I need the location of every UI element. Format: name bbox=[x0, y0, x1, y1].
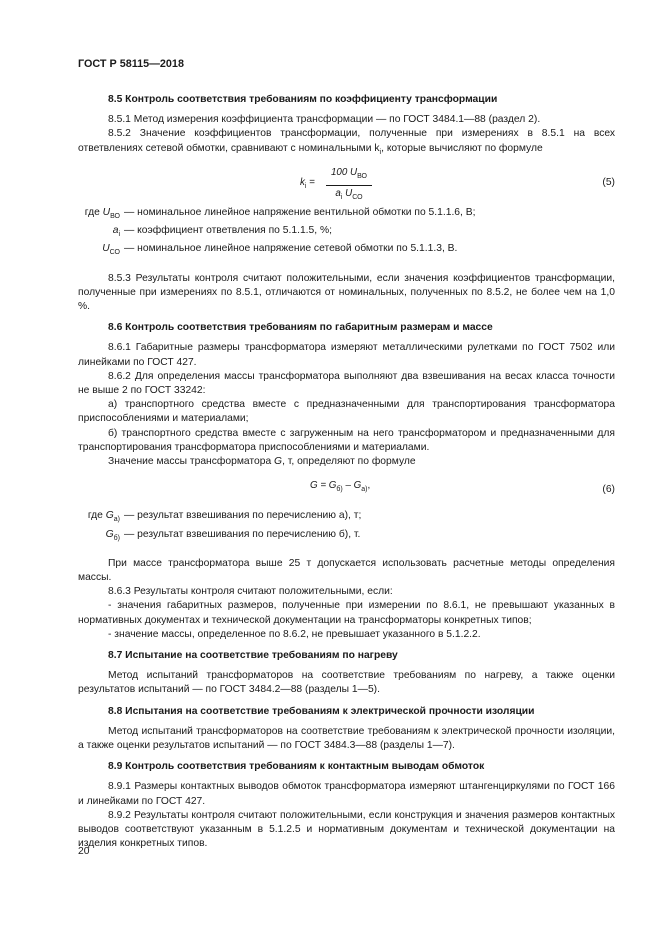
formula-5-lhs bbox=[300, 176, 315, 194]
paragraph-8-7: Метод испытаний трансформаторов на соответствие требованиям по нагреву, а также оценки результатов испытаний — по ГОСТ 3484.2—88 (разделы 1—5). bbox=[78, 670, 615, 696]
formula-6-g: G bbox=[310, 480, 318, 492]
formula-6-expression bbox=[310, 479, 370, 497]
definition-prefix: где bbox=[84, 206, 103, 218]
formula-5-lhs-symbol: k bbox=[300, 176, 305, 188]
definition-u-vo-text: — номинальное линейное напряжение вентильной обмотки по 5.1.1.6, В; bbox=[124, 206, 476, 218]
definition-u-vo-sub: ВО bbox=[110, 212, 120, 220]
section-8-6-heading: 8.6 Контроль соответствия требованиям по габаритным размерам и массе bbox=[108, 322, 493, 334]
definition-g-b-letter: G bbox=[105, 528, 114, 540]
standard-code-header: ГОСТ Р 58115—2018 bbox=[78, 58, 184, 70]
definition-g-a-text: — результат взвешивания по перечислению а), т; bbox=[124, 510, 362, 522]
formula-5 bbox=[78, 166, 615, 202]
paragraph-8-6-2-a: а) транспортного средства вместе с предназначенными для транспортирования трансформатора приспособлениями и материалами; bbox=[78, 399, 615, 425]
definition-g-b-symbol bbox=[78, 528, 124, 546]
mass-intro-symbol: G bbox=[274, 456, 283, 468]
paragraph-8-5-2-text: 8.5.2 Значение коэффициентов трансформации, полученные при измерениях в 8.5.1 на всех ответвлениях сетевой обмотки, сравнивают с номинальными k bbox=[78, 128, 615, 154]
paragraph-8-5-2 bbox=[78, 127, 615, 159]
paragraph-8-9-2: 8.9.2 Результаты контроля считают положительными, если конструкция и значения размеров контактных выводов соответствуют указанным в 5.1.2.5 и нормативным документам и технической документации на изделия конкретных типов. bbox=[78, 809, 615, 850]
paragraph-8-6-3-dimensions: - значения габаритных размеров, полученные при измерении по 8.6.1, не превышают указанных в нормативных документах и технической документации на трансформаторы конкретных типов; bbox=[78, 600, 615, 626]
paragraph-8-6-3: 8.6.3 Результаты контроля считают положительными, если: bbox=[108, 586, 393, 598]
section-8-5-heading: 8.5 Контроль соответствия требованиям по коэффициенту трансформации bbox=[108, 94, 498, 105]
definition-a-i-sub: i bbox=[118, 231, 120, 239]
page-number: 20 bbox=[78, 846, 90, 857]
formula-6-number: (6) bbox=[602, 484, 615, 496]
definition-g-b-sub: б) bbox=[113, 534, 120, 542]
formula-5-den-a: a bbox=[335, 188, 341, 200]
definition-u-co-symbol bbox=[78, 242, 124, 260]
paragraph-8-5-3: 8.5.3 Результаты контроля считают положительными, если значения коэффициентов трансформации, полученные при измерениях по 8.5.1, отличаются от номинальных, полученных по 8.5.2, не более чем на 1,0 %. bbox=[78, 272, 615, 313]
paragraph-8-5-1: 8.5.1 Метод измерения коэффициента трансформации — по ГОСТ 3484.1—88 (раздел 2). bbox=[108, 114, 541, 126]
paragraph-mass-formula-intro bbox=[78, 455, 615, 469]
definition-g-a-symbol bbox=[78, 509, 124, 527]
paragraph-8-5-2-sub: i bbox=[379, 148, 382, 156]
definition-a-i-letter: a bbox=[112, 225, 119, 237]
formula-5-number: (5) bbox=[602, 176, 615, 188]
definition-u-vo-letter: U bbox=[102, 206, 111, 218]
definition-a-i-text: — коэффициент ответвления по 5.1.1.5, %; bbox=[124, 225, 332, 237]
definition-u-vo bbox=[78, 206, 615, 224]
paragraph-8-5-2-tail: , которые вычисляют по формуле bbox=[381, 142, 543, 154]
section-8-8-heading: 8.8 Испытания на соответствие требованиям к электрической прочности изоляции bbox=[108, 705, 535, 717]
paragraph-mass-over-25t: При массе трансформатора выше 25 т допускается использовать расчетные методы определения массы. bbox=[78, 557, 615, 583]
section-8-7-heading: 8.7 Испытание на соответствие требованиям по нагреву bbox=[108, 649, 398, 661]
definition-g-b-text: — результат взвешивания по перечислению б), т. bbox=[124, 528, 361, 540]
mass-intro-tail: , т, определяют по формуле bbox=[282, 456, 416, 468]
paragraph-8-6-3-mass: - значение массы, определенное по 8.6.2, не превышает указанного в 5.1.2.2. bbox=[108, 628, 481, 640]
paragraph-8-8: Метод испытаний трансформаторов на соответствие требованиям к электрической прочности изоляции, а также оценки результатов испытаний — по ГОСТ 3484.3—88 (разделы 1—7). bbox=[78, 725, 615, 751]
definition-g-a bbox=[78, 509, 615, 527]
definition-u-co-sub: СО bbox=[109, 249, 120, 257]
formula-6-end: , bbox=[367, 480, 371, 492]
formula-5-den-b: U bbox=[342, 188, 353, 200]
paragraph-8-6-1: 8.6.1 Габаритные размеры трансформатора измеряют металлическими рулетками по ГОСТ 7502 или линейками по ГОСТ 427. bbox=[78, 342, 615, 368]
definition-g-a-sub: а) bbox=[113, 516, 120, 524]
definition-g-b bbox=[78, 528, 615, 546]
definition-g-a-letter: G bbox=[105, 510, 114, 522]
section-8-9-heading: 8.9 Контроль соответствия требованиям к контактным выводам обмоток bbox=[108, 761, 485, 773]
formula-5-den-a-sub: i bbox=[340, 193, 343, 201]
mass-intro-text: Значение массы трансформатора bbox=[108, 456, 275, 468]
formula-5-den-b-sub: СО bbox=[352, 193, 363, 201]
formula-5-lhs-sub: i bbox=[304, 182, 307, 190]
paragraph-8-6-2-b: б) транспортного средства вместе с загруженным на него трансформатором и предназначенными для транспортирования трансформатора приспособлениями и материалами. bbox=[78, 427, 615, 453]
formula-5-num-sub: ВО bbox=[357, 172, 368, 180]
formula-5-num-text: 100 U bbox=[330, 166, 358, 178]
definition-u-co bbox=[78, 242, 615, 260]
formula-6-sub2: а) bbox=[361, 486, 368, 494]
formula-5-fraction bbox=[326, 166, 372, 205]
definition-a-i-symbol bbox=[78, 224, 124, 242]
formula-6-sub1: б) bbox=[336, 486, 343, 494]
definition-prefix: где bbox=[87, 510, 106, 522]
paragraph-8-6-2: 8.6.2 Для определения массы трансформатора выполняют два взвешивания на весах класса точности не выше 2 по ГОСТ 33242: bbox=[78, 370, 615, 397]
formula-6 bbox=[78, 479, 615, 501]
formula-5-denominator bbox=[326, 186, 372, 205]
document-body bbox=[78, 93, 615, 851]
formula-6-eq: = G bbox=[317, 480, 337, 492]
formula-6-minus: – G bbox=[342, 480, 362, 492]
paragraph-8-9-1: 8.9.1 Размеры контактных выводов обмоток трансформатора измеряют штангенциркулями по ГОСТ 166 и линейками по ГОСТ 427. bbox=[78, 781, 615, 807]
definition-u-co-text: — номинальное линейное напряжение сетевой обмотки по 5.1.1.3, В. bbox=[124, 243, 458, 255]
definition-u-co-letter: U bbox=[102, 243, 110, 255]
formula-5-eq: = bbox=[306, 176, 315, 188]
definition-a-i bbox=[78, 224, 615, 242]
definition-u-vo-symbol bbox=[78, 206, 124, 224]
formula-5-numerator bbox=[326, 166, 372, 186]
